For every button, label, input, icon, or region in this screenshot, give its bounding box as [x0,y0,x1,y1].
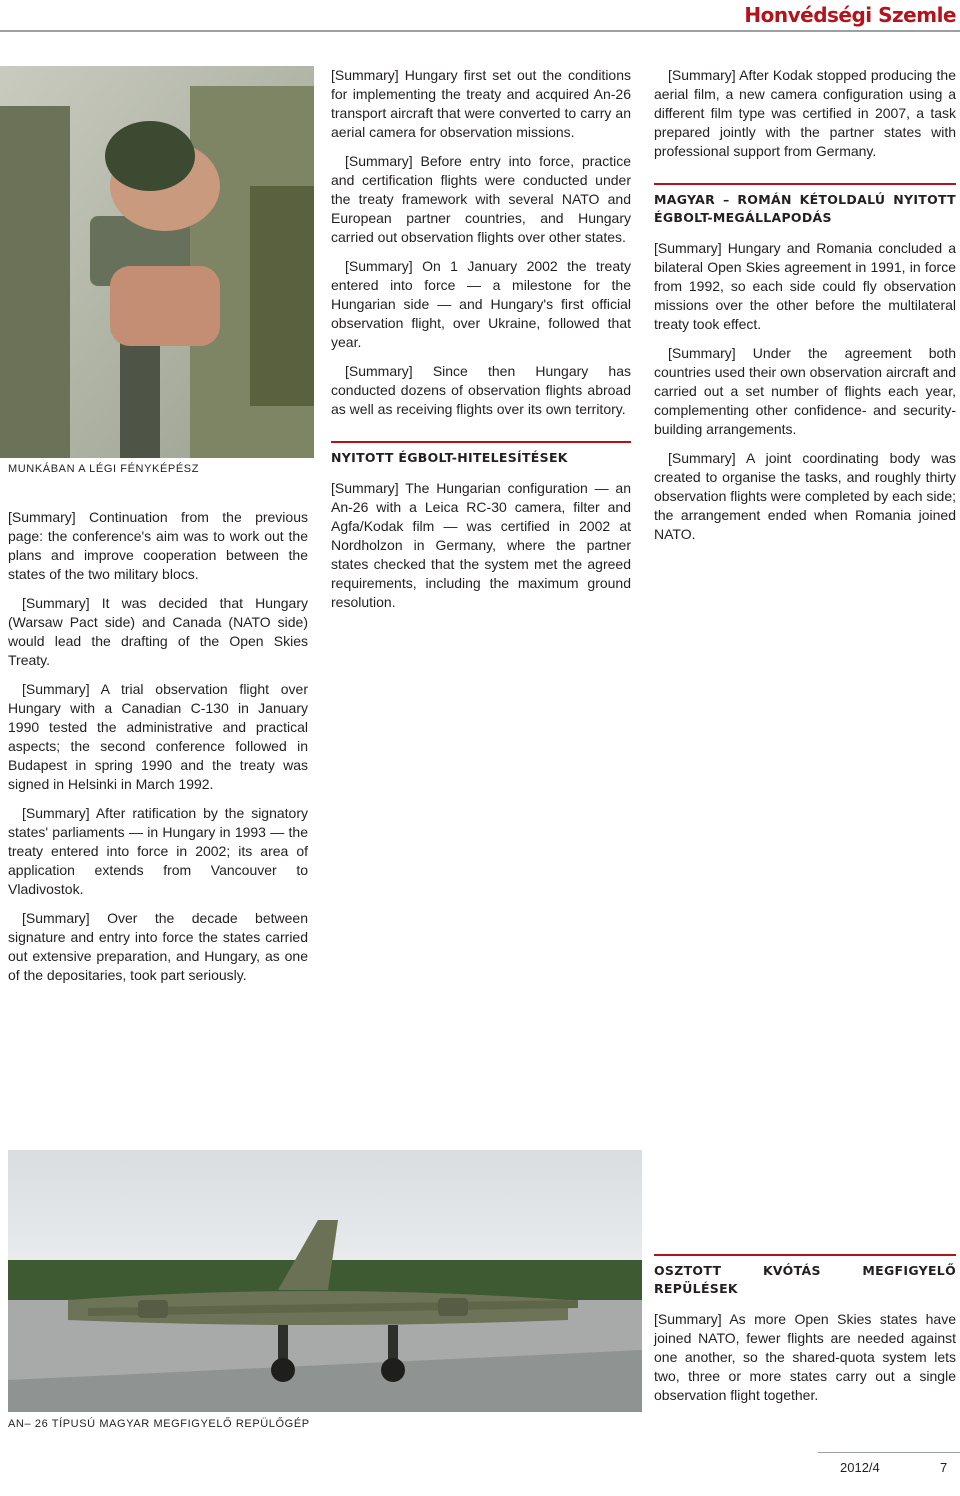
aerial-photographer-photo-graphic [0,66,314,458]
col3-paragraph: [Summary] After Kodak stopped producing the aerial film, a new camera configuration using a different film type was certified in 2007, a task prepared jointly with the partner states with professional support from Germany. [654,67,956,159]
col2-paragraph: [Summary] The Hungarian configuration — an An-26 with a Leica RC-30 camera, filter and Agfa/Kodak film — was certified in 2002 at Nordholzon in Germany, where the partner states checked that the system met the agreed requirements, including the maximum ground resolution. [331,480,631,610]
photo-caption-top: MUNKÁBAN A LÉGI FÉNYKÉPÉSZ [8,463,200,475]
col1-paragraph: [Summary] Over the decade between signature and entry into force the states carried out extensive preparation, and Hungary, as one of the depositaries, took part seriously. [8,910,308,983]
col3-paragraph: [Summary] As more Open Skies states have joined NATO, fewer flights are needed against one another, so the shared-quota system lets two, three or more states carry out a single observation flight together. [654,1311,956,1403]
footer-issue-number: 2012/4 [840,1460,880,1475]
an26-aircraft-photo-graphic [8,1150,642,1412]
section-heading-rule [654,183,956,185]
col2-paragraph: [Summary] Hungary first set out the conditions for implementing the treaty and acquired An-26 transport aircraft that were converted to carry an aerial camera for observation missions. [331,67,631,140]
section-heading-hitelesitesek: NYITOTT ÉGBOLT-HITELESÍTÉSEK [331,450,568,465]
col3-paragraph: [Summary] Under the agreement both countries used their own observation aircraft and carried out a set number of flights each year, complementing other confidence- and security-building arrangements. [654,345,956,437]
col1-paragraph: [Summary] A trial observation flight over Hungary with a Canadian C-130 in January 1990 tested the administrative and practical aspects; the second conference followed in Budapest in spring 1990 and the treaty was signed in Helsinki in March 1992. [8,681,308,792]
photo-aerial-photographer [0,66,314,458]
col2-paragraph: [Summary] Before entry into force, practice and certification flights were conducted under the treaty framework with several NATO and European partner countries, and Hungary carried out observation flights over other states. [331,153,631,245]
col1-paragraph: [Summary] Continuation from the previous page: the conference's aim was to work out the plans and improve cooperation between the states of the two military blocs. [8,509,308,582]
photo-caption-bottom: AN– 26 TÍPUSÚ MAGYAR MEGFIGYELŐ REPÜLŐGÉP [8,1418,310,1430]
footer-rule [818,1452,960,1453]
section-heading-osztott-kvotas: OSZTOTT KVÓTÁS MEGFIGYELŐ REPÜLÉSEK [654,1263,956,1296]
column-2 [331,66,631,622]
col3-paragraph: [Summary] A joint coordinating body was created to organise the tasks, and roughly thirty observation flights were completed by each side; the arrangement ended when Romania joined NATO. [654,450,956,542]
column-3 [654,66,956,554]
masthead-rule [0,30,960,32]
col2-paragraph: [Summary] Since then Hungary has conducted dozens of observation flights abroad as well as receiving flights over its own territory. [331,363,631,417]
masthead-title: Honvédségi Szemle [744,3,956,27]
column-3-lower [654,1254,956,1415]
footer-page-number: 7 [940,1460,948,1475]
section-heading-magyar-roman: MAGYAR – ROMÁN KÉTOLDALÚ NYITOTT ÉGBOLT-MEGÁLLAPODÁS [654,192,956,225]
col1-paragraph: [Summary] It was decided that Hungary (Warsaw Pact side) and Canada (NATO side) would lead the drafting of the Open Skies Treaty. [8,595,308,668]
col1-paragraph: [Summary] After ratification by the signatory states' parliaments — in Hungary in 1993 — the treaty entered into force in 2002; its area of application extends from Vancouver to Vladivostok. [8,805,308,897]
column-1 [8,508,308,995]
section-heading-rule [331,441,631,443]
photo-an26-aircraft [8,1150,642,1412]
col3-paragraph: [Summary] Hungary and Romania concluded a bilateral Open Skies agreement in 1991, in force from 1992, so each side could fly observation missions over the other before the multilateral treaty took effect. [654,240,956,332]
section-heading-rule [654,1254,956,1256]
col2-paragraph: [Summary] On 1 January 2002 the treaty entered into force — a milestone for the Hungarian side — and Hungary's first official observation flight, over Ukraine, followed that year. [331,258,631,350]
